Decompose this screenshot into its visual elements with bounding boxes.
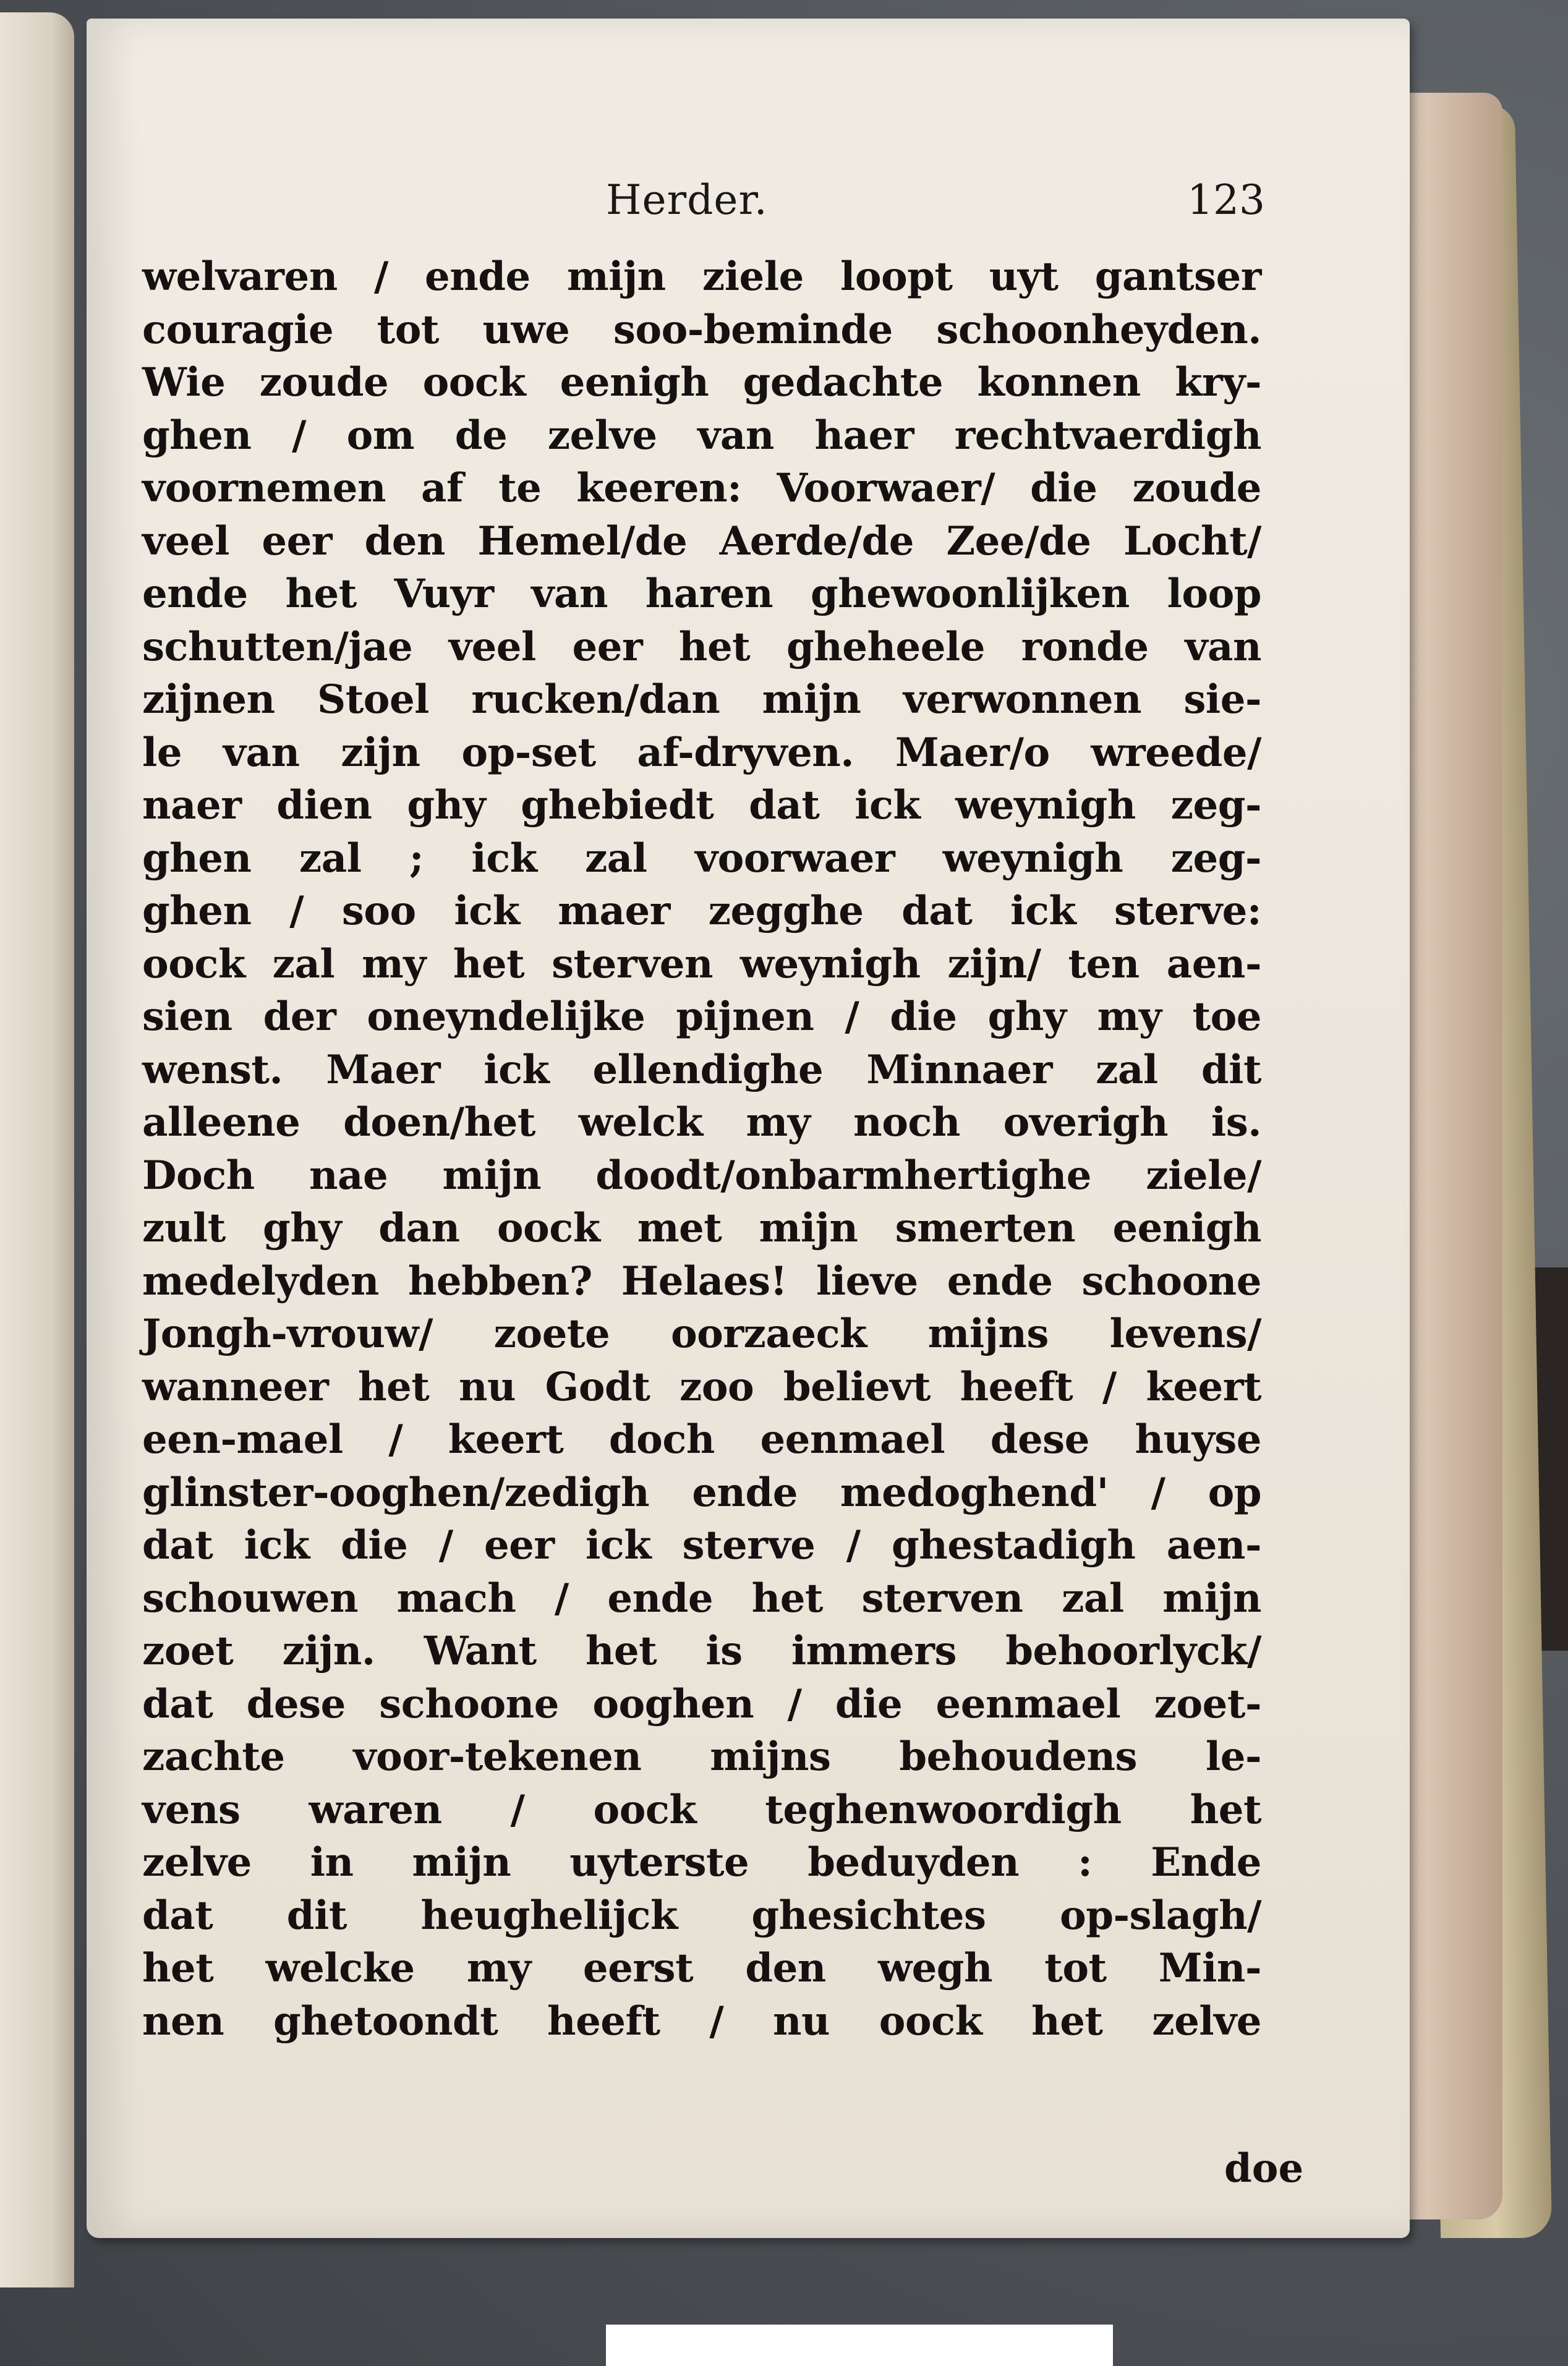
text-line: dat dit heughelijck ghesichtes op-slagh/ bbox=[142, 1892, 1261, 1939]
text-line: sien der oneyndelijke pijnen / die ghy my toe bbox=[142, 994, 1261, 1040]
text-line: Wie zoude oock eenigh gedachte konnen kry- bbox=[142, 359, 1261, 406]
catchword: doe bbox=[1224, 2145, 1304, 2192]
text-line: wenst. Maer ick ellendighe Minnaer zal dit bbox=[142, 1046, 1261, 1093]
facing-page-edge bbox=[0, 12, 74, 2287]
text-line: schutten/jae veel eer het gheheele ronde van bbox=[142, 623, 1261, 670]
book-page bbox=[87, 19, 1410, 2238]
text-line: le van zijn op-set af-dryven. Maer/o wreede/ bbox=[142, 729, 1261, 776]
text-line: wanneer het nu Godt zoo believt heeft / keert bbox=[142, 1363, 1261, 1410]
text-line: medelyden hebben? Helaes! lieve ende schoone bbox=[142, 1257, 1261, 1304]
text-line: zachte voor-tekenen mijns behoudens le- bbox=[142, 1734, 1261, 1780]
text-line: een-mael / keert doch eenmael dese huyse bbox=[142, 1416, 1261, 1463]
text-line: oock zal my het sterven weynigh zijn/ ten aen- bbox=[142, 940, 1261, 987]
text-line: Doch nae mijn doodt/onbarmhertighe ziele/ bbox=[142, 1152, 1261, 1199]
text-line: zoet zijn. Want het is immers behoorlyck/ bbox=[142, 1628, 1261, 1674]
text-line: schouwen mach / ende het sterven zal mijn bbox=[142, 1575, 1261, 1622]
text-line: couragie tot uwe soo-beminde schoonheyden. bbox=[142, 306, 1261, 353]
text-line: naer dien ghy ghebiedt dat ick weynigh zeg- bbox=[142, 782, 1261, 828]
text-line: veel eer den Hemel/de Aerde/de Zee/de Locht/ bbox=[142, 517, 1261, 564]
body-text bbox=[142, 250, 1261, 2048]
text-line: Jongh-vrouw/ zoete oorzaeck mijns levens/ bbox=[142, 1311, 1261, 1357]
text-line: ghen / om de zelve van haer rechtvaerdigh bbox=[142, 412, 1261, 459]
white-strip bbox=[606, 2325, 1113, 2366]
text-line: dat dese schoone ooghen / die eenmael zoet- bbox=[142, 1680, 1261, 1727]
text-line: welvaren / ende mijn ziele loopt uyt gantser bbox=[142, 253, 1261, 300]
text-line: ghen / soo ick maer zegghe dat ick sterve: bbox=[142, 888, 1261, 934]
running-head bbox=[87, 176, 1410, 226]
text-line: dat ick die / eer ick sterve / ghestadigh aen- bbox=[142, 1522, 1261, 1568]
running-title: Herder. bbox=[606, 176, 768, 224]
text-line: glinster-ooghen/zedigh ende medoghend' / op bbox=[142, 1469, 1261, 1516]
text-line: zelve in mijn uyterste beduyden : Ende bbox=[142, 1839, 1261, 1886]
text-line: ende het Vuyr van haren ghewoonlijken loop bbox=[142, 571, 1261, 617]
text-line: voornemen af te keeren: Voorwaer/ die zoude bbox=[142, 465, 1261, 511]
text-line: alleene doen/het welck my noch overigh is. bbox=[142, 1099, 1261, 1146]
text-line: vens waren / oock teghenwoordigh het bbox=[142, 1786, 1261, 1833]
text-line: zijnen Stoel rucken/dan mijn verwonnen sie- bbox=[142, 676, 1261, 723]
text-line: zult ghy dan oock met mijn smerten eenigh bbox=[142, 1205, 1261, 1251]
page-number: 123 bbox=[1187, 176, 1265, 224]
text-line: nen ghetoondt heeft / nu oock het zelve bbox=[142, 1998, 1261, 2045]
text-line: het welcke my eerst den wegh tot Min- bbox=[142, 1945, 1261, 1991]
text-line: ghen zal ; ick zal voorwaer weynigh zeg- bbox=[142, 835, 1261, 882]
